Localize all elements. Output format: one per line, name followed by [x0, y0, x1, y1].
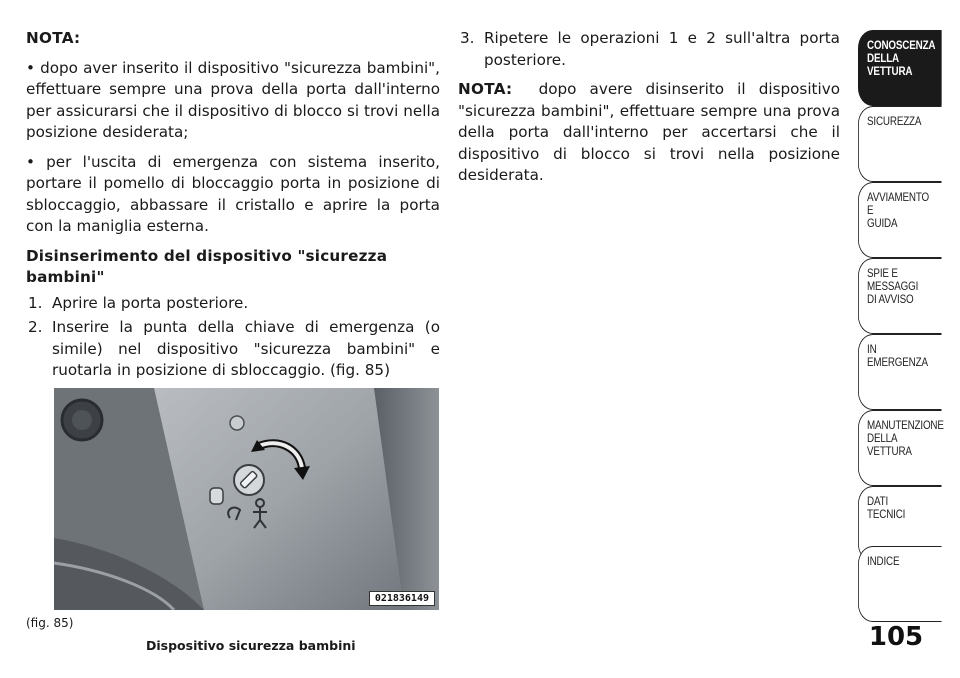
figure-caption: Dispositivo sicurezza bambini [146, 638, 356, 653]
step-2 [26, 317, 440, 382]
nota-text: dopo avere disinserito il dispositivo "sicurezza bambini", effettuare sempre una prova della porta dall'interno per accertarsi che il dispositivo di blocco si trovi nella posizione desiderata. [458, 80, 840, 184]
chapter-sidebar [858, 0, 960, 678]
nota-label: NOTA: [458, 80, 513, 98]
left-column [26, 28, 440, 385]
figure-code: 021836149 [369, 591, 435, 606]
nota-paragraph [458, 79, 840, 187]
step-number: 1. [28, 293, 43, 312]
tab-dati-tecnici[interactable]: DATI TECNICI [858, 486, 942, 562]
step-1 [26, 293, 440, 315]
child-lock-figure [54, 388, 439, 610]
bullet-item-2: • per l'uscita di emergenza con sistema inserito, portare il pomello di bloccaggio porta in posizione di sbloccaggio, abbassare il cristallo e aprire la porta con la maniglia esterna. [26, 152, 440, 235]
step-text: Aprire la porta posteriore. [52, 293, 249, 312]
tab-avviamento-guida[interactable]: AVVIAMENTO E GUIDA [858, 182, 942, 258]
tab-in-emergenza[interactable]: IN EMERGENZA [858, 334, 942, 410]
nota-heading: NOTA: [26, 29, 81, 47]
step-text: Inserire la punta della chiave di emergenza (o simile) nel dispositivo "sicurezza bambini" e ruotarla in posizione di sbloccaggio. (fig. 85) [52, 318, 440, 379]
right-column [458, 28, 840, 195]
tab-conoscenza-vettura[interactable]: CONOSCENZA DELLA VETTURA [858, 30, 942, 106]
step-3 [458, 28, 840, 71]
page-number: 105 [868, 622, 924, 652]
bullet-item-1: • dopo aver inserito il dispositivo "sicurezza bambini", effettuare sempre una prova della porta dall'interno per assicurarsi che il dispositivo di blocco si trovi nella posizione desiderata; [26, 58, 440, 141]
step-number: 2. [28, 318, 43, 336]
section-heading: Disinserimento del dispositivo "sicurezza bambini" [26, 246, 388, 286]
child-lock-illustration [54, 388, 439, 610]
step-number: 3. [460, 29, 475, 47]
tab-indice[interactable]: INDICE [858, 546, 942, 622]
step-text: Ripetere le operazioni 1 e 2 sull'altra porta posteriore. [484, 29, 840, 69]
tab-sicurezza[interactable]: SICUREZZA [858, 106, 942, 182]
tab-spie-messaggi[interactable]: SPIE E MESSAGGI DI AVVISO [858, 258, 942, 334]
tab-manutenzione[interactable]: MANUTENZIONE DELLA VETTURA [858, 410, 942, 486]
figure-reference: (fig. 85) [26, 616, 74, 630]
